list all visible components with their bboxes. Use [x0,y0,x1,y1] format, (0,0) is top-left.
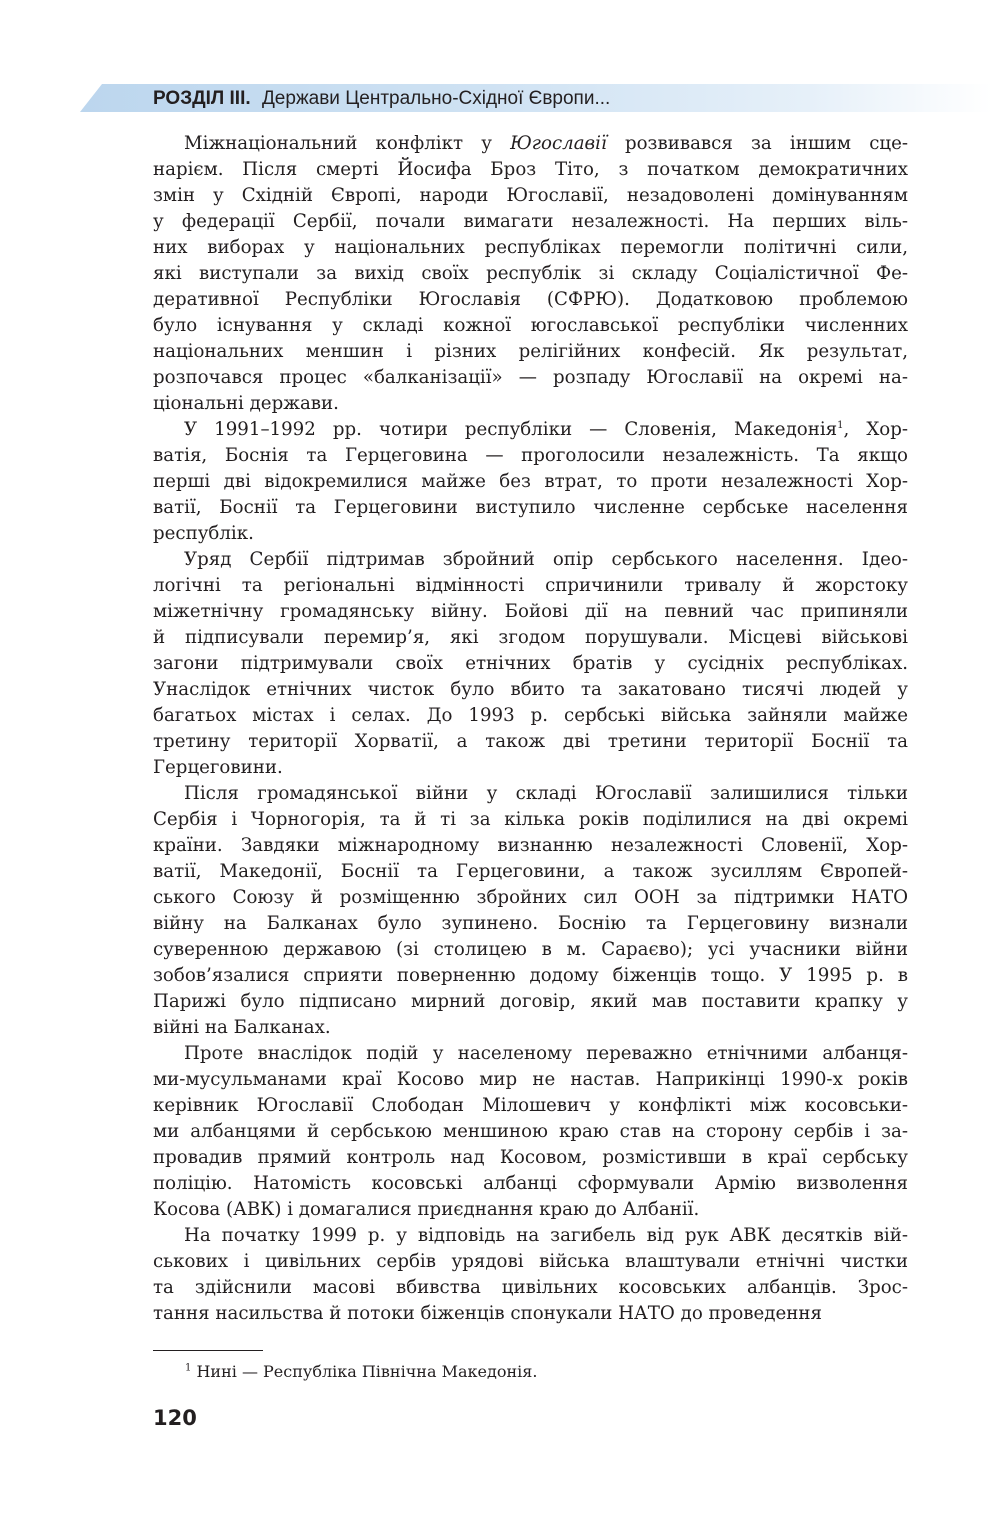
text-line: логічні та регіональні відмінності спричинили тривалу й жорстоку [153,575,908,596]
text-line: перші дві відокремилися майже без втрат, то проти незалежності Хор- [153,471,908,492]
text-line: ми-мусульманами краї Косово мир не настав. Наприкінці 1990-х років [153,1069,908,1090]
paragraph [153,1223,908,1327]
text-line: Унаслідок етнічних чисток було вбито та закатовано тисячі людей у [153,679,908,700]
text-line: Після громадянської війни у складі Югославії залишилися тільки [184,783,908,804]
section-title: Держави Центрально-Східної Європи... [261,88,611,109]
text-line: ватія, Боснія та Герцеговина — проголосили незалежність. Та якщо [153,445,908,466]
text-line: змін у Східній Європі, народи Югославії, незадоволені домінуванням [153,185,908,206]
text-line: Герцеговини. [153,757,283,778]
page-number: 120 [153,1406,197,1430]
text-line: розпочався процес «балканізації» — розпаду Югославії на окремі на- [153,367,908,388]
text-line: які виступали за вихід своїх республік зі складу Соціалістичної Фе- [153,263,908,284]
text-line: країни. Завдяки міжнародному визнанню незалежності Словенії, Хор- [153,835,908,856]
text-line: ськових і цивільних сербів урядові війська влаштували етнічні чистки [153,1251,908,1272]
text-line: поліцію. Натомість косовські албанці сформували Армію визволення [153,1173,908,1194]
text-line: У 1991–1992 рр. чотири республіки — Словенія, Македонія$^1$, Хор- [184,419,909,440]
text-line: ціональні держави. [153,393,339,414]
text-line: зобов’язалися сприяти поверненню додому біженців тощо. У 1995 р. в [153,965,908,986]
text-line: війні на Балканах. [153,1017,331,1038]
text-line: міжетнічну громадянську війну. Бойові дії на певний час припиняли [153,601,908,622]
text-line: багатьох містах і селах. До 1993 р. сербські війська зайняли майже [153,705,908,726]
text-line: ватії, Боснії та Герцеговини виступило численне сербське населення [153,497,908,518]
footnote [185,1361,537,1383]
text-line: та здійснили масові вбивства цивільних косовських албанців. Зрос- [153,1277,908,1298]
text-line: ватії, Македонії, Боснії та Герцеговини, а також зусиллям Європей- [153,861,908,882]
text-line: них виборах у національних республіках перемогли політичні сили, [153,237,908,258]
paragraph [153,547,908,781]
body-text [153,131,908,1327]
text-line: провадив прямий контроль над Косовом, розмістивши в краї сербську [153,1147,908,1168]
text-line: у федерації Сербії, почали вимагати незалежності. На перших віль- [153,211,908,232]
section-label: РОЗДІЛ ІІІ. [153,88,251,109]
text-line: й підписували перемир’я, які згодом порушували. Місцеві військові [153,627,908,648]
text-line: третину території Хорватії, а також дві третини території Боснії та [153,731,908,752]
paragraph [153,131,908,417]
text-line: тання насильства й потоки біженців спонукали НАТО до проведення [153,1303,822,1324]
text-line: було існування у складі кожної югославської республіки численних [153,315,908,336]
footnote-marker: 1 [185,1362,192,1374]
paragraph [153,1041,908,1223]
text-line: Міжнаціональний конфлікт у Югославії розвивався за іншим сце- [184,133,909,154]
text-line: ми албанцями й сербською меншиною краю став на сторону сербів і за- [153,1121,908,1142]
text-line: Сербія і Чорногорія, та й ті за кілька років поділилися на дві окремі [153,809,908,830]
text-line: Парижі було підписано мирний договір, який мав поставити крапку у [153,991,908,1012]
footnote-divider [153,1350,263,1351]
footnote-text: Нині — Республіка Північна Македонія. [196,1362,538,1381]
text-line: війну на Балканах було зупинено. Боснію та Герцеговину визнали [153,913,908,934]
text-line: ського Союзу й розміщенню збройних сил ООН за підтримки НАТО [153,887,908,908]
text-line: нарієм. Після смерті Йосифа Броз Тіто, з початком демократичних [153,159,908,180]
text-line: керівник Югославії Слободан Мілошевич у конфлікті між косовськи- [153,1095,908,1116]
text-line: Косова (АВК) і домагалися приєднання краю до Албанії. [153,1199,700,1220]
chapter-header [153,86,610,112]
paragraph [153,417,908,547]
text-line: деративної Республіки Югославія (СФРЮ). Додатковою проблемою [153,289,908,310]
paragraph [153,781,908,1041]
text-line: національних меншин і різних релігійних конфесій. Як результат, [153,341,908,362]
text-line: На початку 1999 р. у відповідь на загибель від рук АВК десятків вій- [184,1225,908,1246]
text-line: загони підтримували своїх етнічних братів у сусідніх республіках. [153,653,908,674]
text-line: республік. [153,523,254,544]
text-line: Проте внаслідок подій у населеному переважно етнічними албанця- [184,1043,908,1064]
text-line: суверенною державою (зі столицею в м. Сараєво); усі учасники війни [153,939,908,960]
text-line: Уряд Сербії підтримав збройний опір сербського населення. Ідео- [184,549,908,570]
